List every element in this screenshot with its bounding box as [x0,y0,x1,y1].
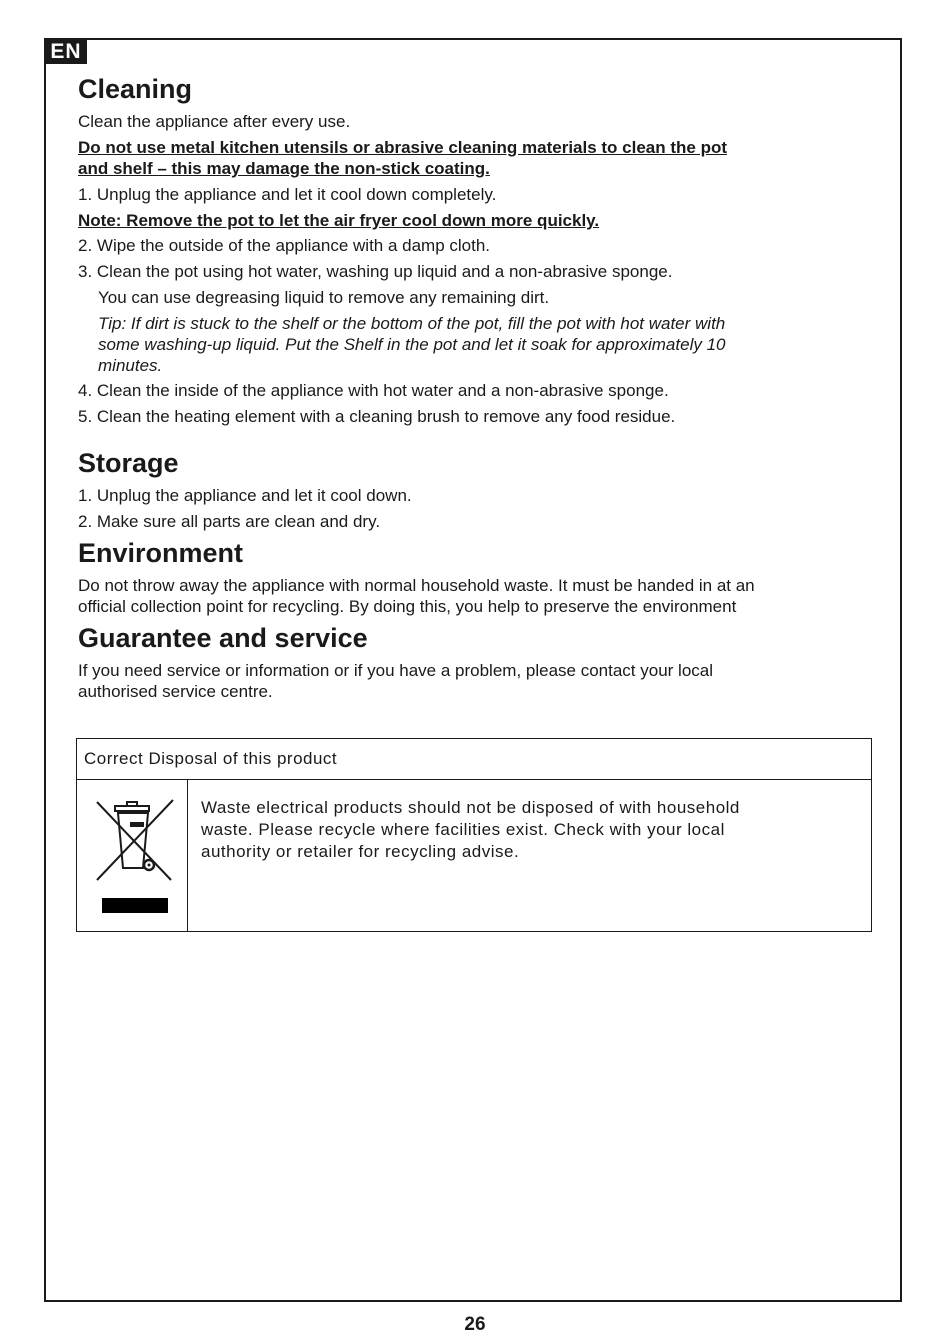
disposal-box [76,738,872,932]
page-number: 26 [464,1314,486,1335]
cleaning-step-4: 4. Clean the inside of the appliance with hot water and a non-abrasive sponge. [78,381,669,400]
cleaning-step-5: 5. Clean the heating element with a cleaning brush to remove any food residue. [78,407,676,426]
cleaning-step-2: 2. Wipe the outside of the appliance with a damp cloth. [78,236,491,255]
cleaning-intro: Clean the appliance after every use. [78,112,351,131]
cleaning-note: Note: Remove the pot to let the air fryer cool down more quickly. [78,211,600,230]
storage-heading: Storage [78,448,179,478]
disposal-line2: waste. Please recycle where facilities exist. Check with your local [201,820,725,839]
guarantee-line1: If you need service or information or if you have a problem, please contact your local [78,661,714,680]
weee-crossed-bin-icon [77,780,187,930]
cleaning-warning-line1: Do not use metal kitchen utensils or abrasive cleaning materials to clean the pot [78,138,728,157]
cleaning-tip-line2: some washing-up liquid. Put the Shelf in the pot and let it soak for approximately 10 [98,335,726,354]
cleaning-step-3: 3. Clean the pot using hot water, washing up liquid and a non-abrasive sponge. [78,262,673,281]
cleaning-tip-line3: minutes. [98,356,163,375]
cleaning-warning-line2: and shelf – this may damage the non-stick coating. [78,159,490,178]
guarantee-line2: authorised service centre. [78,682,273,701]
disposal-text [201,797,851,863]
storage-step-1: 1. Unplug the appliance and let it cool down. [78,486,412,505]
disposal-title: Correct Disposal of this product [84,749,338,768]
environment-line2: official collection point for recycling. By doing this, you help to preserve the environment [78,597,737,616]
environment-heading: Environment [78,538,244,568]
environment-line1: Do not throw away the appliance with normal household waste. It must be handed in at an [78,576,755,595]
guarantee-heading: Guarantee and service [78,623,368,653]
cleaning-tip-line1: Tip: If dirt is stuck to the shelf or the bottom of the pot, fill the pot with hot water with [98,314,726,333]
storage-step-2: 2. Make sure all parts are clean and dry. [78,512,381,531]
cleaning-step-3-extra: You can use degreasing liquid to remove any remaining dirt. [98,288,550,307]
disposal-line3: authority or retailer for recycling advise. [201,842,520,861]
disposal-line1: Waste electrical products should not be disposed of with household [201,798,740,817]
cleaning-heading: Cleaning [78,74,193,104]
cleaning-step-1: 1. Unplug the appliance and let it cool down completely. [78,185,497,204]
disposal-icon-cell [77,780,188,931]
disposal-box-header [77,739,871,780]
language-badge: EN [45,39,87,64]
